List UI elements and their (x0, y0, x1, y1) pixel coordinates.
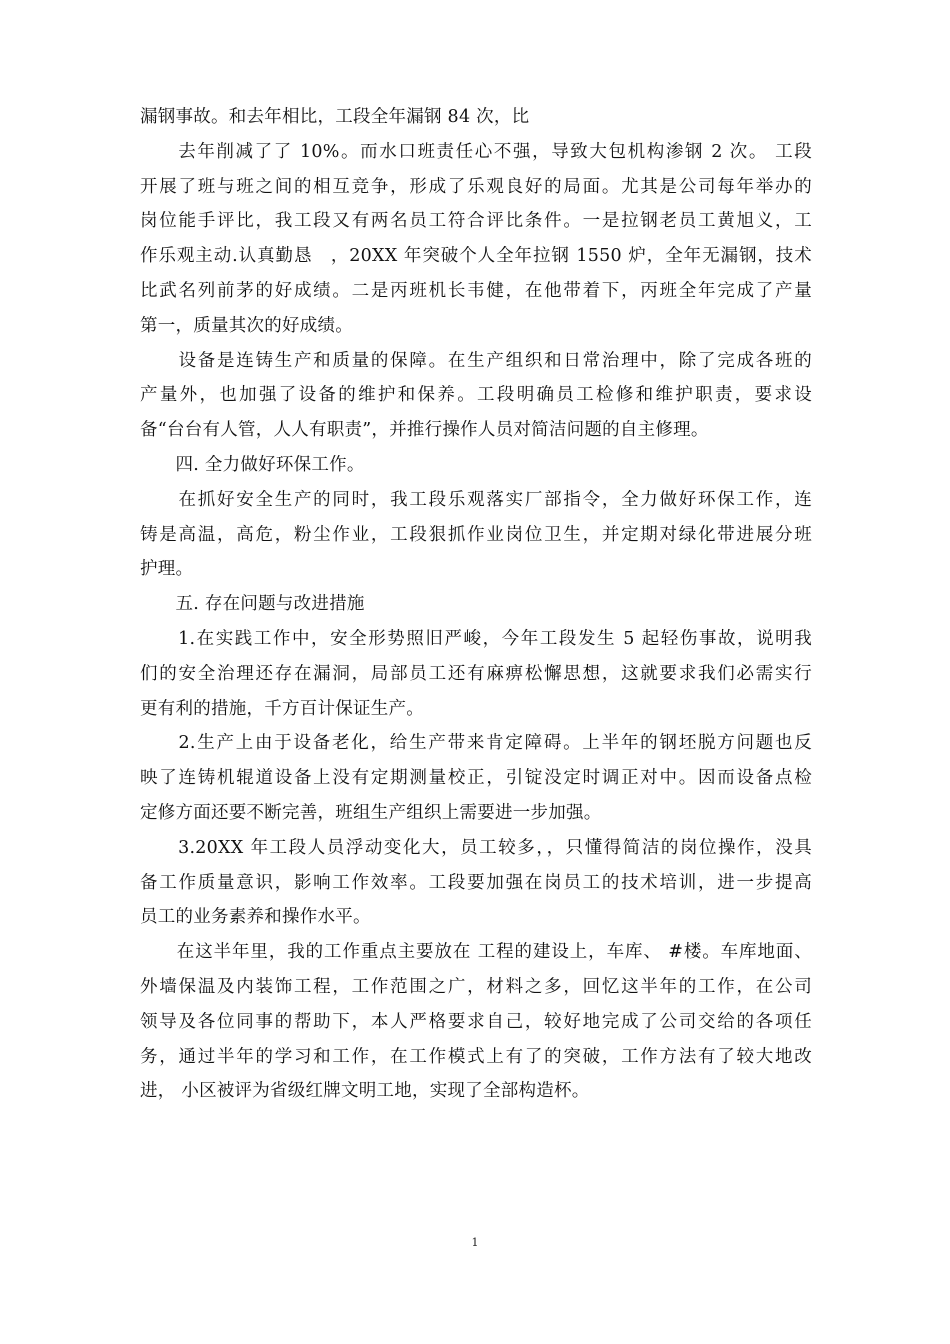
text-line: 备“台台有人管，人人有职责”，并推行操作人员对简洁问题的自主修理。 (140, 420, 709, 441)
text-line: 外墙保温及内装饰工程，工作范围之广，材料之多，回忆这半年的工作，在公司 (140, 976, 812, 997)
text-line: 映了连铸机辊道设备上没有定期测量校正，引锭没定时调正对中。因而设备点检 (140, 768, 812, 789)
text-line: 更有利的措施，千方百计保证生产。 (140, 698, 424, 719)
text-line: 作乐观主动.认真勤恳 ，20XX 年突破个人全年拉钢 1550 炉，全年无漏钢，技术 (140, 246, 812, 267)
text-line: 定修方面还要不断完善，班组生产组织上需要进一步加强。 (140, 802, 602, 823)
text-line: 比武名列前茅的好成绩。二是丙班机长韦健，在他带着下，丙班全年完成了产量 (140, 280, 812, 301)
text-line: 铸是高温，高危，粉尘作业，工段狠抓作业岗位卫生，并定期对绿化带进展分班 (140, 524, 812, 545)
text-line: 第一，质量其次的好成绩。 (140, 315, 353, 336)
text-line: 进， 小区被评为省级红牌文明工地，实现了全部构造杯。 (140, 1081, 590, 1102)
text-line: 领导及各位同事的帮助下，本人严格要求自己，较好地完成了公司交给的各项任 (140, 1011, 812, 1032)
text-line: 在抓好安全生产的同时，我工段乐观落实厂部指令，全力做好环保工作，连 (140, 489, 812, 510)
text-line: 护理。 (140, 559, 194, 580)
body-text (140, 100, 812, 1109)
section-heading: 四. 全力做好环保工作。 (140, 454, 365, 475)
text-line: 产量外，也加强了设备的维护和保养。工段明确员工检修和维护职责，要求设 (140, 385, 812, 406)
text-line: 岗位能手评比，我工段又有两名员工符合评比条件。一是拉钢老员工黄旭义，工 (140, 211, 812, 232)
text-line: 1.在实践工作中，安全形势照旧严峻，今年工段发生 5 起轻伤事故，说明我 (140, 628, 812, 649)
text-line: 漏钢事故。和去年相比，工段全年漏钢 84 次，比 (140, 107, 530, 127)
text-line: 们的安全治理还存在漏洞，局部员工还有麻痹松懈思想，这就要求我们必需实行 (140, 663, 812, 684)
text-line: 在这半年里，我的工作重点主要放在 工程的建设上，车库、 #楼。车库地面、 (140, 942, 812, 963)
page-number: 1 (471, 1236, 479, 1249)
text-line: 开展了班与班之间的相互竞争，形成了乐观良好的局面。尤其是公司每年举办的 (140, 176, 812, 197)
section-heading: 五. 存在问题与改进措施 (140, 594, 365, 615)
text-line: 2.生产上由于设备老化，给生产带来肯定障碍。上半年的钢坯脱方问题也反 (140, 733, 812, 754)
text-line: 设备是连铸生产和质量的保障。在生产组织和日常治理中，除了完成各班的 (140, 350, 812, 371)
text-line: 3.20XX 年工段人员浮动变化大，员工较多，，只懂得简洁的岗位操作，没具 (140, 837, 812, 858)
text-line: 备工作质量意识，影响工作效率。工段要加强在岗员工的技术培训，进一步提高 (140, 872, 812, 893)
text-line: 员工的业务素养和操作水平。 (140, 907, 371, 928)
text-line: 务，通过半年的学习和工作，在工作模式上有了的突破，工作方法有了较大地改 (140, 1046, 812, 1067)
text-line: 去年削减了了 10%。而水口班责任心不强，导致大包机构渗钢 2 次。 工段 (140, 141, 812, 162)
